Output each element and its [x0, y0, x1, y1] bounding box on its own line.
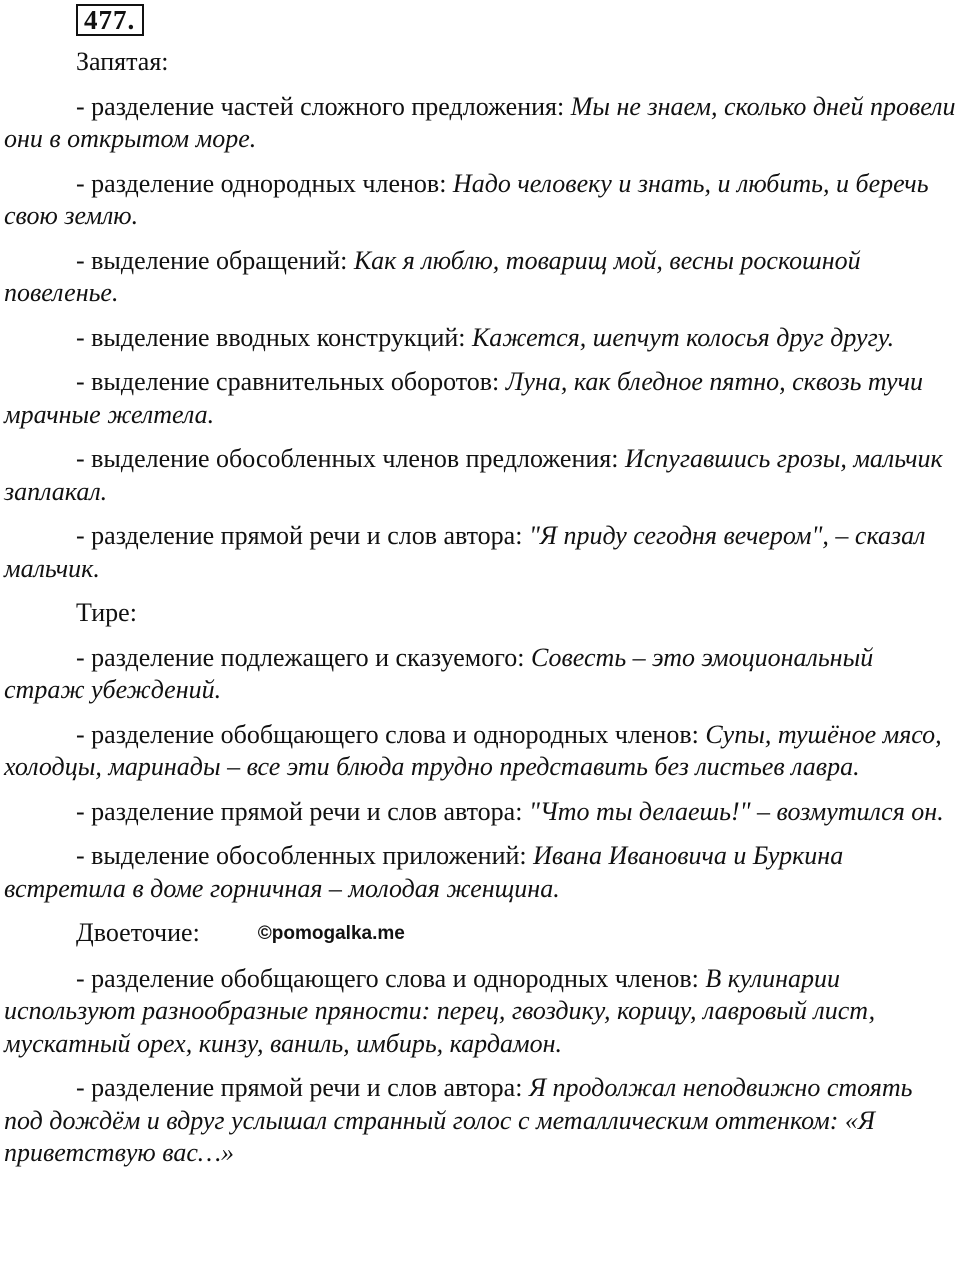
rule-text: - разделение обобщающего слова и однородных членов: — [76, 963, 706, 993]
list-item — [4, 91, 956, 156]
rule-text: - разделение частей сложного предложения: — [76, 91, 571, 121]
list-item — [4, 520, 956, 585]
exercise-text — [4, 46, 956, 1182]
rule-text: - разделение обобщающего слова и однородных членов: — [76, 719, 706, 749]
list-item — [4, 366, 956, 431]
example-text: Мы не знаем, сколько дней провели они в открытом море. — [4, 91, 956, 153]
list-item — [4, 963, 956, 1061]
list-item — [4, 642, 956, 707]
list-item — [4, 245, 956, 310]
rule-text: - выделение обособленных членов предложения: — [76, 444, 625, 473]
rule-text: - выделение обособленных приложений: — [76, 841, 534, 870]
list-item — [4, 840, 956, 905]
list-item — [4, 1072, 956, 1170]
rule-text: - разделение подлежащего и сказуемого: — [76, 642, 531, 672]
section-heading-comma: Запятая: — [76, 47, 169, 76]
exercise-number: 477. — [76, 4, 144, 36]
example-text: Луна, как бледное пятно, сквозь тучи мрачные желтела. — [4, 367, 923, 429]
example-text: Я продолжал неподвижно стоять под дождём и вдруг услышал странный голос с металлическим оттенком: «Я приветствую вас…» — [4, 1073, 913, 1167]
rule-text: - разделение прямой речи и слов автора: — [76, 521, 529, 550]
list-item — [4, 443, 956, 508]
example-text: Кажется, шепчут колосья друг другу. — [472, 322, 895, 352]
example-text: Как я люблю, товарищ мой, весны роскошной повеленье. — [4, 245, 861, 307]
example-text: Надо человеку и знать, и любить, и беречь свою землю. — [4, 168, 929, 230]
example-text: Ивана Ивановича и Буркина встретила в доме горничная – молодая женщина. — [4, 841, 844, 903]
rule-text: - разделение прямой речи и слов автора: — [76, 1073, 529, 1102]
rule-text: - разделение прямой речи и слов автора: — [76, 796, 529, 826]
example-text: Совесть – это эмоциональный страж убеждений. — [4, 642, 874, 704]
example-text: "Я приду сегодня вечером", – сказал мальчик. — [4, 521, 926, 583]
list-item — [4, 796, 956, 829]
section-heading-colon: Двоеточие: ©pomogalka.me — [76, 918, 405, 947]
section-heading-dash: Тире: — [76, 598, 137, 627]
rule-text: - выделение сравнительных оборотов: — [76, 367, 506, 396]
example-text: В кулинарии используют разнообразные пряности: перец, гвоздику, корицу, лавровый лист, мускатный орех, кинзу, ваниль, имбирь, кардамон. — [4, 963, 876, 1058]
list-item — [4, 322, 956, 355]
rule-text: - выделение обращений: — [76, 245, 354, 275]
list-item — [4, 168, 956, 233]
example-text: "Что ты делаешь!" – возмутился он. — [528, 796, 944, 826]
rule-text: - разделение однородных членов: — [76, 168, 453, 198]
watermark: ©pomogalka.me — [257, 923, 405, 944]
list-item — [4, 719, 956, 784]
example-text: Супы, тушёное мясо, холодцы, маринады – все эти блюда трудно представить без листьев лавра. — [4, 719, 942, 781]
example-text: Испугавшись грозы, мальчик заплакал. — [4, 444, 943, 506]
rule-text: - выделение вводных конструкций: — [76, 322, 472, 352]
